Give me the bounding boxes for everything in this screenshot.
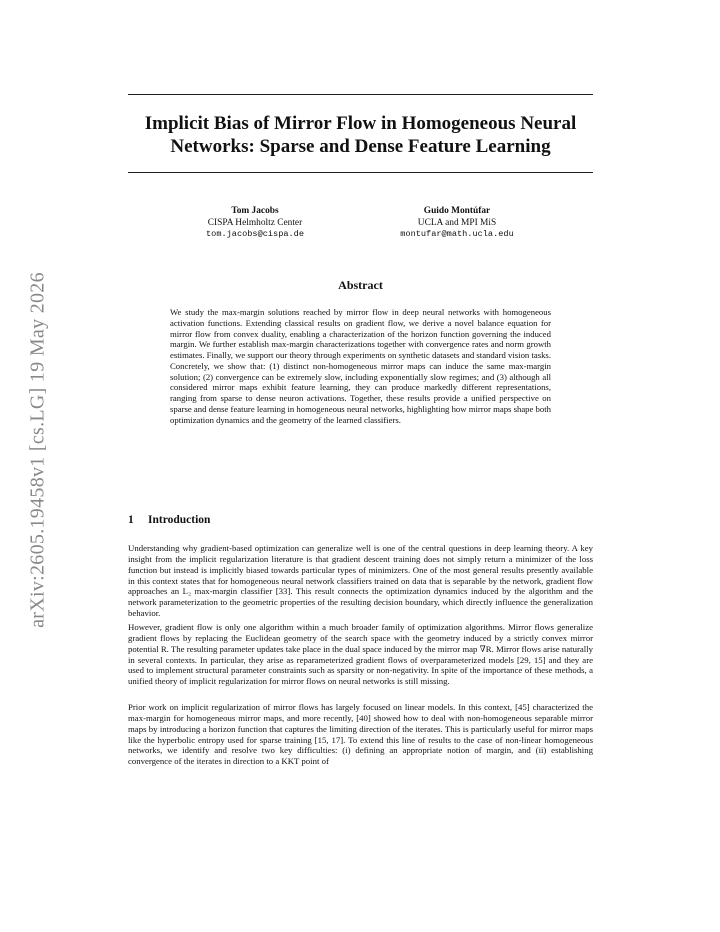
author-affiliation: UCLA and MPI MiS: [417, 217, 497, 228]
author-name: Tom Jacobs: [231, 206, 279, 216]
abstract-text: We study the max-margin solutions reached by mirror flow in deep neural networks with homogeneous activation functions. Extending classical results on gradient flow, we derive a novel balance equation for mirror flow from convex duality, enabling a characterization of the horizon function governing the induced margin. We further establish max-margin characterizations together with convergence rates and norm growth estimates. Finally, we support our theory through experiments on synthetic datasets and standard vision tasks. Concretely, we show that: (1) distinct non-homogeneous mirror maps can induce the same max-margin solution; (2) convergence can be extremely slow, including exponentially slow regimes; and (3) although all considered mirror maps exhibit feature learning, they can produce markedly different representations, ranging from sparse to dense neuron activations. Together, these results provide a unified perspective on sparse and dense feature learning in homogeneous neural networks, highlighting how mirror maps shape both optimization dynamics and the geometry of the learned classifiers.: [170, 307, 551, 425]
author-name: Guido Montúfar: [423, 206, 491, 216]
section-title: Introduction: [148, 514, 211, 526]
author-block: [180, 206, 330, 241]
paper-title: Implicit Bias of Mirror Flow in Homogeneous Neural Networks: Sparse and Dense Feature Learning: [144, 113, 577, 157]
author-email: tom.jacobs@cispa.de: [206, 229, 304, 239]
section-number: 1: [128, 514, 134, 526]
top-rule: [128, 94, 593, 95]
body-paragraph: However, gradient flow is only one algorithm within a much broader family of optimization algorithms. Mirror flows generalize gradient flows by replacing the Euclidean geometry of the search space with the geometry induced by a strictly convex mirror potential R. The resulting parameter updates take place in the dual space induced by the mirror map ∇R. Mirror flows arise naturally in several contexts. In particular, they arise as reparameterized gradient flows of overparameterized models [29, 15] and they are used to implement structural parameter constraints such as sparsity or non-negativity. In spite of the importance of these methods, a unified theory of implicit regularization for mirror flows on neural networks is still missing.: [128, 622, 593, 687]
body-paragraph: Prior work on implicit regularization of mirror flows has largely focused on linear models. In this context, [45] characterized the max-margin for homogeneous mirror maps, and more recently, [40] showed how to deal with non-homogeneous separable mirror maps by introducing a horizon function that captures the limiting direction of the iterates. This is particularly useful for mirror maps like the hyperbolic entropy used for sparse training [15, 17]. To extend this line of results to the case of non-linear homogeneous networks, we identify and resolve two key difficulties: (i) defining an appropriate notion of margin, and (ii) establishing convergence of the iterates in direction to a KKT point of: [128, 702, 593, 767]
abstract-heading: Abstract: [338, 278, 383, 292]
author-block: [372, 206, 542, 241]
section-heading: [128, 514, 210, 526]
body-paragraph: Understanding why gradient-based optimization can generalize well is one of the central questions in deep learning theory. A key insight from the implicit regularization literature is that gradient descent training does not simply return a minimizer of the loss function but instead is implicitly biased towards particular types of minimizers. One of the most general results presently available in this context states that for homogeneous neural network classifiers trained on data that is separable by the network, gradient flow approaches an L₂ max-margin classifier [33]. This result connects the optimization dynamics induced by the algorithm and the network parameterization to the geometric properties of the resulting decision boundary, which directly influence the generalization behavior.: [128, 543, 593, 619]
author-email: montufar@math.ucla.edu: [400, 229, 514, 239]
author-affiliation: CISPA Helmholtz Center: [207, 217, 303, 228]
arxiv-stamp: arXiv:2605.19458v1 [cs.LG] 19 May 2026: [26, 272, 49, 628]
title-bottom-rule: [128, 172, 593, 173]
